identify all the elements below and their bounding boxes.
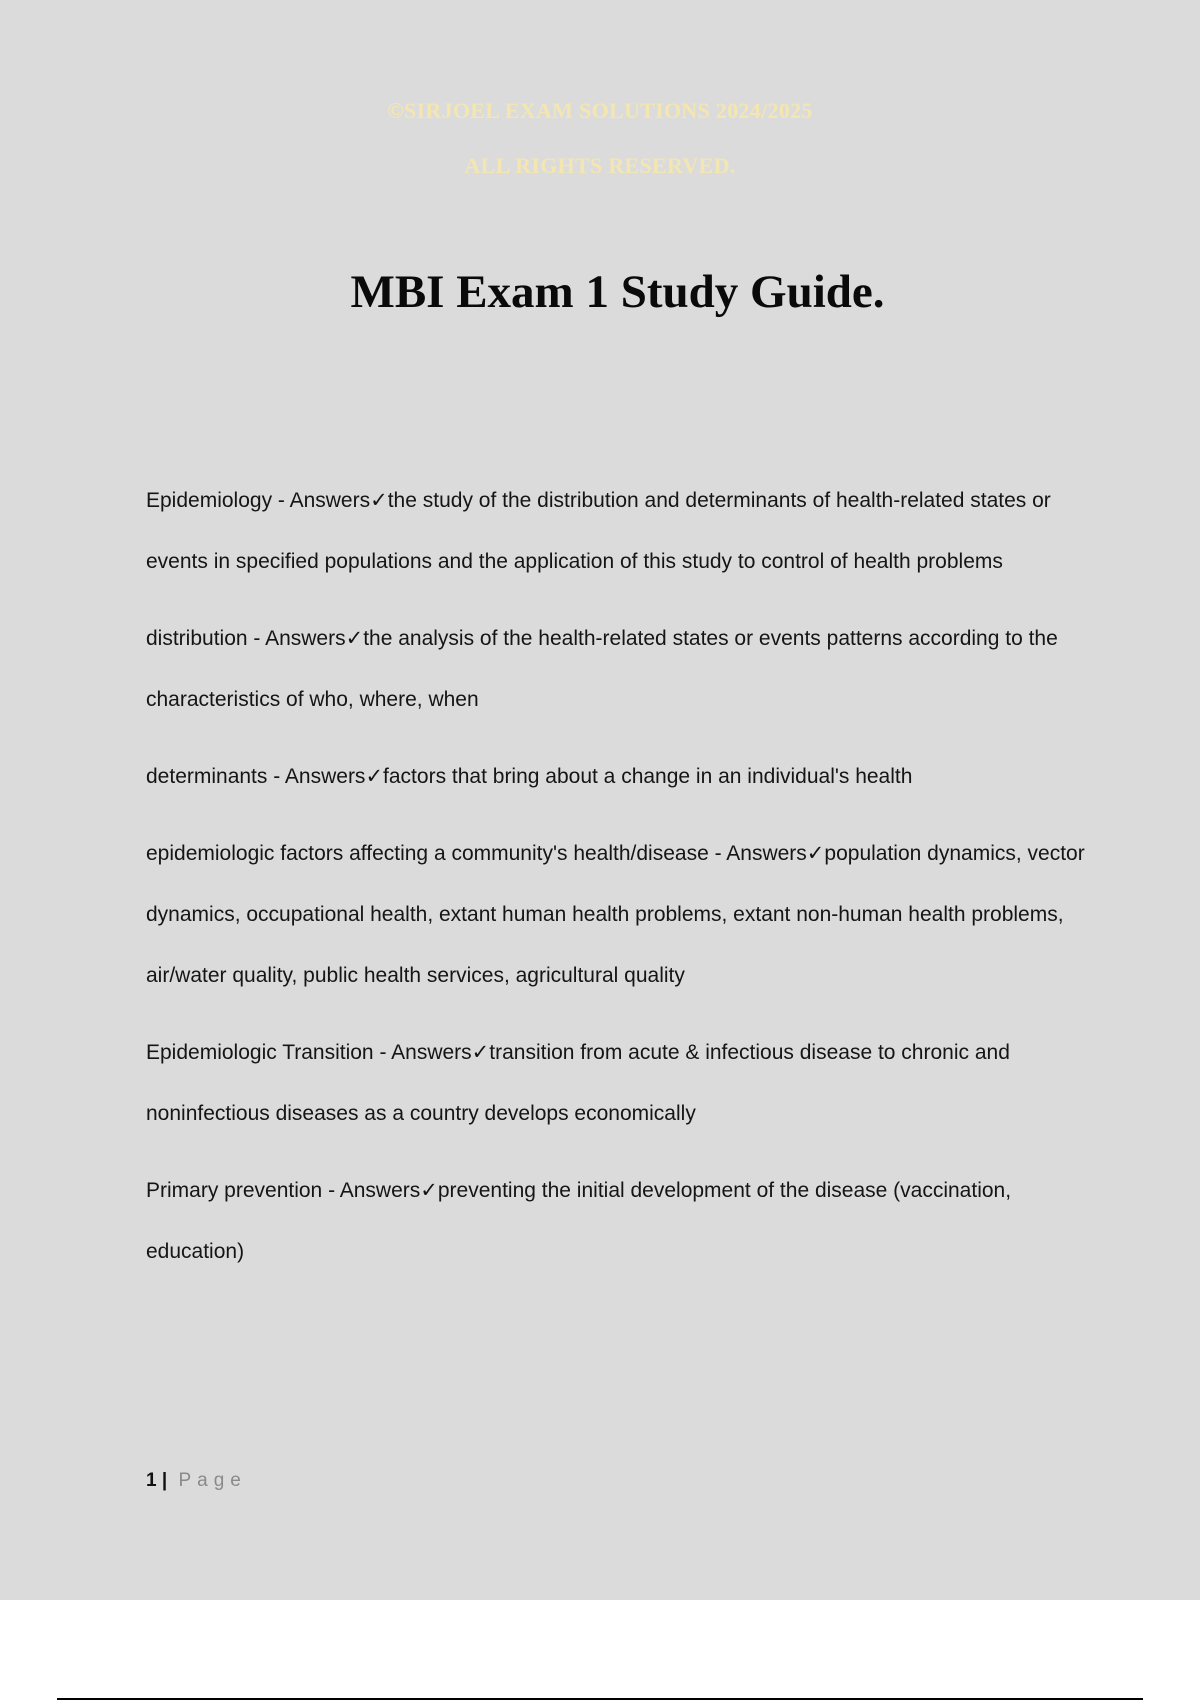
checkmark-icon: ✓ (370, 488, 388, 512)
page-label: Page (178, 1470, 247, 1491)
footer-separator: | (161, 1470, 168, 1491)
entry-separator: - Answers (267, 765, 366, 788)
study-guide-entries (146, 470, 1086, 1298)
entry-term: Epidemiology (146, 489, 273, 512)
entry-term: Primary prevention (146, 1179, 323, 1202)
entry-term: epidemiologic factors affecting a community's health/disease (146, 842, 709, 865)
entry-epidemiology (146, 470, 1086, 592)
entry-separator: - Answers (322, 1179, 421, 1202)
rights-reserved-header: ALL RIGHTS RESERVED. (464, 153, 736, 178)
checkmark-icon: ✓ (420, 1178, 438, 1202)
entry-answer: preventing the initial development of the disease (vaccination, education) (146, 1179, 1012, 1263)
entry-answer: factors that bring about a change in an individual's health (383, 765, 913, 788)
entry-epidemiologic-factors (146, 823, 1086, 1006)
entry-term: Epidemiologic Transition (146, 1041, 374, 1064)
entry-separator: - Answers (708, 842, 807, 865)
checkmark-icon: ✓ (345, 626, 364, 650)
page-footer (146, 1470, 247, 1492)
checkmark-icon: ✓ (365, 764, 384, 788)
entry-term: determinants (146, 765, 268, 788)
entry-separator: - Answers (373, 1041, 472, 1064)
entry-separator: - Answers (247, 627, 346, 650)
checkmark-icon: ✓ (471, 1040, 490, 1064)
entry-distribution (146, 608, 1086, 730)
entry-answer: transition from acute & infectious disease to chronic and noninfectious diseases as a country develops economically (146, 1041, 1010, 1125)
checkmark-icon: ✓ (806, 841, 825, 865)
entry-primary-prevention (146, 1160, 1086, 1282)
page-number: 1 (146, 1470, 157, 1491)
entry-separator: - Answers (272, 489, 371, 512)
entry-answer: population dynamics, vector dynamics, occupational health, extant human health problems, extant non-human health problems, air/water quality, public health services, agricultural quality (146, 842, 1085, 987)
page-title: MBI Exam 1 Study Guide. (350, 266, 885, 318)
copyright-header: ©SIRJOEL EXAM SOLUTIONS 2024/2025 (387, 98, 813, 123)
entry-answer: the study of the distribution and determinants of health-related states or events in specified populations and the application of this study to control of health problems (146, 489, 1051, 573)
entry-epidemiologic-transition (146, 1022, 1086, 1144)
entry-answer: the analysis of the health-related states or events patterns according to the characteristics of who, where, when (146, 627, 1058, 711)
entry-term: distribution (146, 627, 248, 650)
entry-determinants (146, 746, 1086, 807)
